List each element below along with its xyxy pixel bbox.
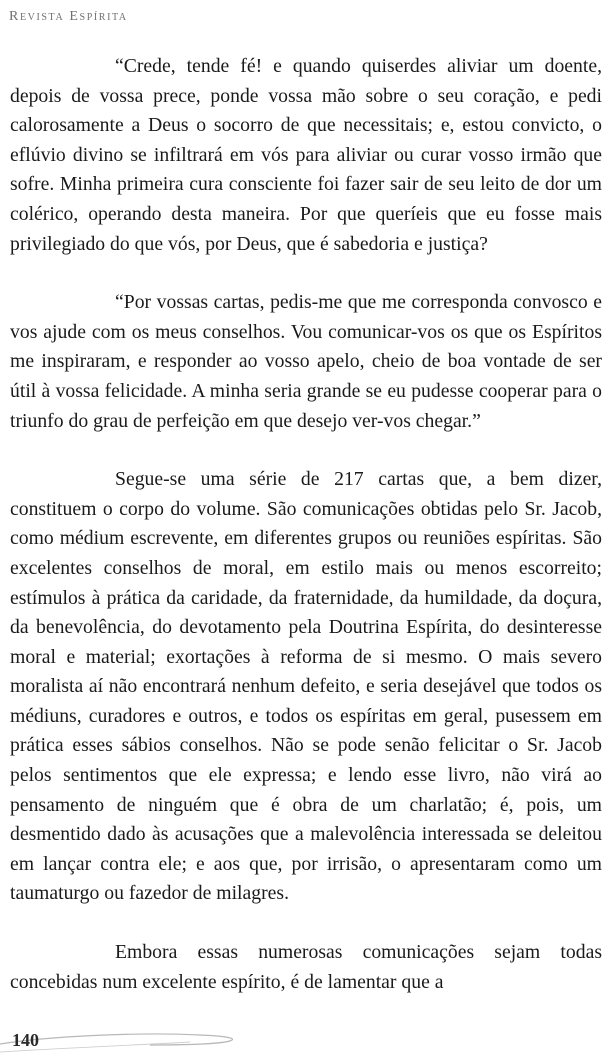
paragraph-3: Segue-se uma série de 217 cartas que, a bem dizer, constituem o corpo do volume. São comunicações obtidas pelo Sr. Jacob, como médium escrevente, em diferentes grupos ou reuniões espíritas. São excelentes conselhos de moral, em estilo mais ou menos escorreito; estímulos à prática da caridade, da fraternidade, da humildade, da doçura, da benevolência, do devotamento pela Doutrina Espírita, do desinteresse moral e material; exortações à reforma de si mesmo. O mais severo moralista aí não encontrará nenhum defeito, e seria desejável que todos os médiuns, curadores e outros, e todos os espíritas em geral, pusessem em prática esses sábios conselhos. Não se pode senão felicitar o Sr. Jacob pelos sentimentos que ele expressa; e lendo esse livro, não virá ao pensamento de ninguém que é obra de um charlatão; é, pois, um desmentido dado às acusações que a malevolência interessada se deleitou em lançar contra ele; e aos que, por irrisão, o apresentaram como um taumaturgo ou fazedor de milagres. [10,468,602,905]
paragraph-2: “Por vossas cartas, pedis-me que me corresponda convosco e vos ajude com os meus conselhos. Vou comunicar-vos os que os Espíritos me inspiraram, e responder ao vosso apelo, cheio de boa vontade de ser útil à vossa felicidade. A minha seria grande se eu pudesse cooperar para o triunfo do grau de perfeição em que desejo ver-vos chegar.” [10,291,602,432]
paragraph-4: Embora essas numerosas comunicações sejam todas concebidas num excelente espírito, é de lamentar que a [10,941,602,993]
running-header: Revista Espírita [9,9,128,24]
page-number: 140 [12,1030,39,1050]
body-text [10,52,602,997]
paragraph-1: “Crede, tende fé! e quando quiserdes aliviar um doente, depois de vossa prece, ponde vossa mão sobre o seu coração, e pedi calorosamente a Deus o socorro de que necessitais; e, estou convicto, o eflúvio divino se infiltrará em vós para aliviar ou curar vosso irmão que sofre. Minha primeira cura consciente foi fazer sair de seu leito de dor um colérico, operando desta maneira. Por que queríeis que eu fosse mais privilegiado do que vós, por Deus, que é sabedoria e justiça? [10,55,602,255]
